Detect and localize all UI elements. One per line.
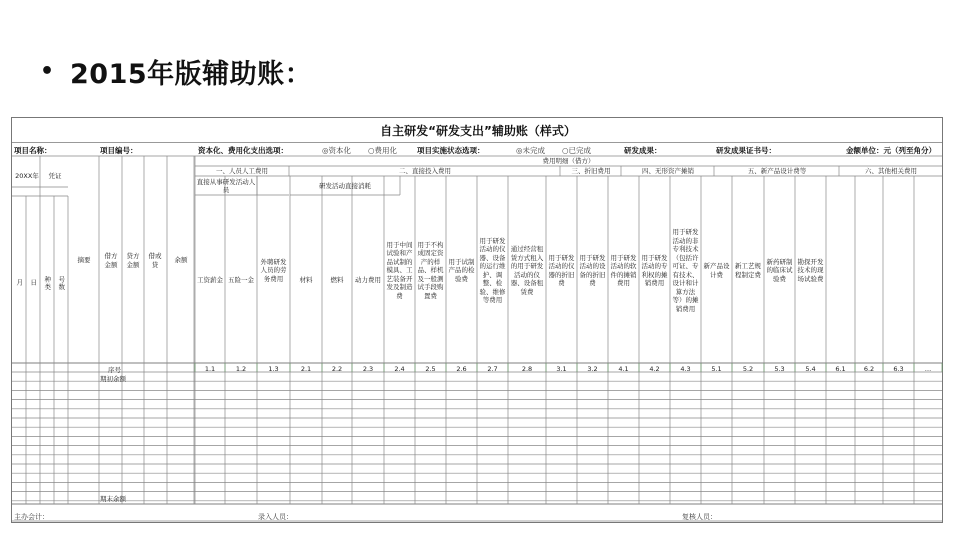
column-code-18: 5.2: [742, 365, 754, 373]
direction-header: 借或贷: [148, 252, 162, 269]
rd-ledger-table: [11, 117, 943, 523]
column-header-2: 五险一金: [228, 276, 254, 285]
year-header: 20XX年: [15, 171, 39, 180]
amount-unit-label: 金额单位：元（列至角分）: [846, 146, 936, 155]
column-header-9: 用于试制产品的检验费: [448, 257, 475, 283]
column-header-4: 材料: [299, 276, 313, 285]
subgroup-staff-direct: 直接从事研发活动人员: [196, 177, 256, 194]
column-header-13: 用于研发活动的设备的折旧费: [579, 253, 606, 287]
group-other-header: 六、其他相关费用: [865, 167, 917, 176]
opening-balance-label: 期初余额: [100, 375, 126, 383]
project-name-label: 项目名称：: [14, 146, 52, 155]
column-header-8: 用于不构成固定资产的样品、样机及一般测试手段购置费: [417, 240, 444, 300]
option-expense[interactable]: ○费用化: [368, 146, 398, 155]
column-code-22: 6.2: [863, 365, 875, 373]
option-capitalize[interactable]: ◎资本化: [322, 146, 352, 155]
ledger-title: 自主研发“研发支出”辅助账（样式）: [380, 124, 576, 138]
certificate-number-label: 研发成果证书号：: [716, 146, 776, 155]
detail-header: 费用明细（借方）: [542, 156, 595, 165]
column-header-3: 外聘研发人员的劳务费用: [260, 257, 287, 283]
rd-result-label: 研发成果：: [624, 146, 662, 155]
column-code-2: 1.2: [235, 365, 247, 373]
column-header-22: [855, 178, 883, 363]
column-code-15: 4.2: [649, 365, 660, 373]
column-code-12: 3.1: [556, 365, 567, 373]
column-header-15: 用于研发活动的专利权的摊销费用: [641, 253, 668, 287]
column-code-19: 5.3: [774, 365, 785, 373]
option-finished[interactable]: ○已完成: [562, 146, 592, 155]
slide-heading: [40, 52, 312, 91]
column-code-13: 3.2: [587, 365, 598, 373]
column-code-17: 5.1: [711, 365, 722, 373]
column-header-20: 勘探开发技术的现场试验费: [797, 257, 824, 283]
column-code-4: 2.1: [300, 365, 312, 373]
column-code-5: 2.2: [331, 365, 343, 373]
month-header: 月: [15, 279, 24, 287]
seq-label: 序号: [108, 366, 121, 374]
column-header-11: 通过经营租赁方式租入的用于研发活动的仪器、设备租赁费: [510, 245, 544, 296]
column-code-9: 2.6: [456, 365, 467, 373]
column-code-1: 1.1: [204, 365, 216, 373]
column-header-14: 用于研发活动的软件的摊销费用: [610, 253, 637, 287]
day-header: 日: [29, 279, 38, 287]
column-header-10: 用于研发活动的仪器、设备的运行维护、调整、检验、维修等费用: [479, 236, 506, 304]
closing-balance-label: 期末余额: [100, 495, 126, 503]
column-header-16: 用于研发活动的非专利技术（包括许可证、专有技术、设计和计算方法等）的摊销费用: [672, 228, 699, 313]
column-header-18: 新工艺规程制定费: [735, 262, 761, 279]
capitalize-option-label: 资本化、费用化支出选项：: [198, 146, 288, 155]
column-code-14: 4.1: [618, 365, 629, 373]
voucher-header: 凭证: [48, 171, 62, 180]
entry-label: 录入人员：: [258, 513, 293, 521]
column-header-6: 动力费用: [355, 276, 381, 285]
ledger-meta-row: [12, 142, 942, 156]
debit-header: 借方金额: [104, 252, 118, 269]
column-header-21: [826, 178, 855, 363]
group-depreciation-header: 三、折旧费用: [571, 167, 611, 176]
column-header-5: 燃料: [330, 276, 344, 285]
column-code-8: 2.5: [425, 365, 436, 373]
column-header-12: 用于研发活动的仪器的折旧费: [548, 253, 575, 287]
number-header: 号数: [57, 275, 66, 291]
column-header-7: 用于中间试验和产品试制的模具、工艺装备开发及制造费: [386, 240, 413, 300]
column-header-17: 新产品设计费: [703, 262, 730, 279]
column-code-7: 2.4: [394, 365, 405, 373]
supervisor-label: 主办会计：: [14, 513, 49, 521]
slide-title: 2015年版辅助账：: [70, 59, 313, 90]
column-header-19: 新药研制的临床试验费: [766, 257, 793, 283]
column-code-10: 2.7: [487, 365, 498, 373]
column-code-3: 1.3: [268, 365, 279, 373]
column-code-6: 2.3: [362, 365, 374, 373]
group-design-header: 五、新产品设计费等: [747, 167, 807, 176]
subgroup-materials-consumed: 研发活动直接消耗: [319, 181, 371, 190]
column-header-23: [883, 178, 914, 363]
credit-header: 贷方金额: [126, 252, 140, 269]
group-direct-input-header: 二、直接投入费用: [399, 167, 451, 176]
column-code-20: 5.4: [805, 365, 816, 373]
reviewer-label: 复核人员：: [682, 513, 717, 521]
column-code-24: …: [924, 365, 932, 373]
column-code-11: 2.8: [521, 365, 533, 373]
column-header-24: [914, 178, 942, 363]
group-staff-header: 一、人员人工费用: [216, 167, 268, 176]
status-option-label: 项目实施状态选项：: [417, 146, 485, 155]
type-header: 种类: [43, 275, 52, 291]
column-code-21: 6.1: [835, 365, 846, 373]
column-code-16: 4.3: [680, 365, 691, 373]
bullet-icon: •: [40, 59, 55, 84]
balance-header: 余额: [174, 256, 188, 265]
column-code-23: 6.3: [893, 365, 904, 373]
summary-header: 摘要: [77, 256, 91, 265]
project-code-label: 项目编号：: [100, 146, 138, 155]
option-unfinished[interactable]: ◎未完成: [516, 146, 546, 155]
column-header-1: 工资薪金: [197, 276, 223, 285]
group-amortization-header: 四、无形资产摊销: [642, 167, 694, 176]
